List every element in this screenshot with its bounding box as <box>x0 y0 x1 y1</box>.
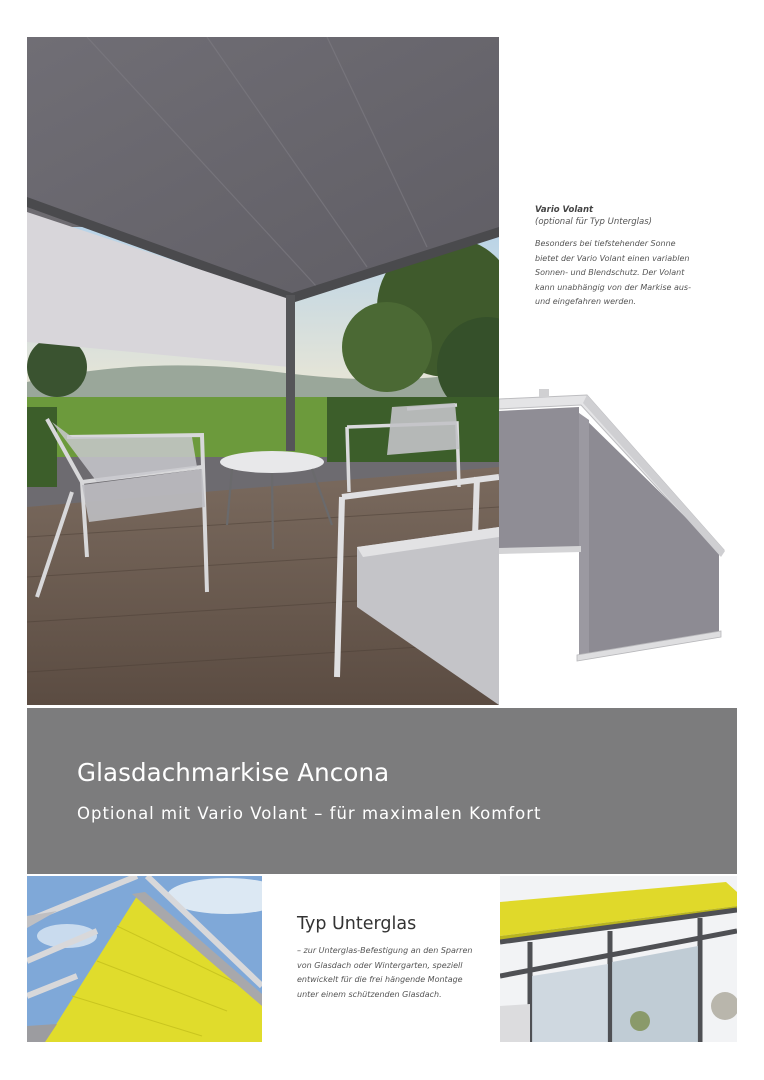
section-heading: Typ Unterglas <box>297 914 417 934</box>
title-banner <box>27 708 737 874</box>
caption-subtitle: (optional für Typ Unterglas) <box>535 217 652 227</box>
caption-line: kann unabhängig von der Markise aus- <box>535 282 691 292</box>
caption-line: und eingefahren werden. <box>535 297 636 306</box>
vario-volant-caption <box>535 204 735 310</box>
typ-unterglas-block <box>297 914 487 1002</box>
caption-line: Sonnen- und Blendschutz. Der Volant <box>535 268 685 277</box>
unterglas-detail-image-right <box>500 876 737 1042</box>
body-line: von Glasdach oder Wintergarten, speziell <box>297 960 463 970</box>
body-line: unter einem schützenden Glasdach. <box>297 989 442 999</box>
section-body <box>297 944 487 1002</box>
caption-body <box>535 237 735 310</box>
unterglas-detail-image-left <box>27 876 262 1042</box>
page-subtitle: Optional mit Vario Volant – für maximalen Komfort <box>77 804 542 823</box>
vario-volant-product-image <box>499 385 737 675</box>
body-line: entwickelt für die frei hängende Montage <box>297 975 463 984</box>
caption-line: Besonders bei tiefstehender Sonne <box>535 239 676 248</box>
caption-line: bietet der Vario Volant einen variablen <box>535 253 690 263</box>
hero-terrace-image <box>27 37 499 705</box>
body-line: – zur Unterglas-Befestigung an den Sparren <box>297 946 473 955</box>
page-title: Glasdachmarkise Ancona <box>77 758 390 787</box>
caption-title: Vario Volant <box>535 205 594 215</box>
